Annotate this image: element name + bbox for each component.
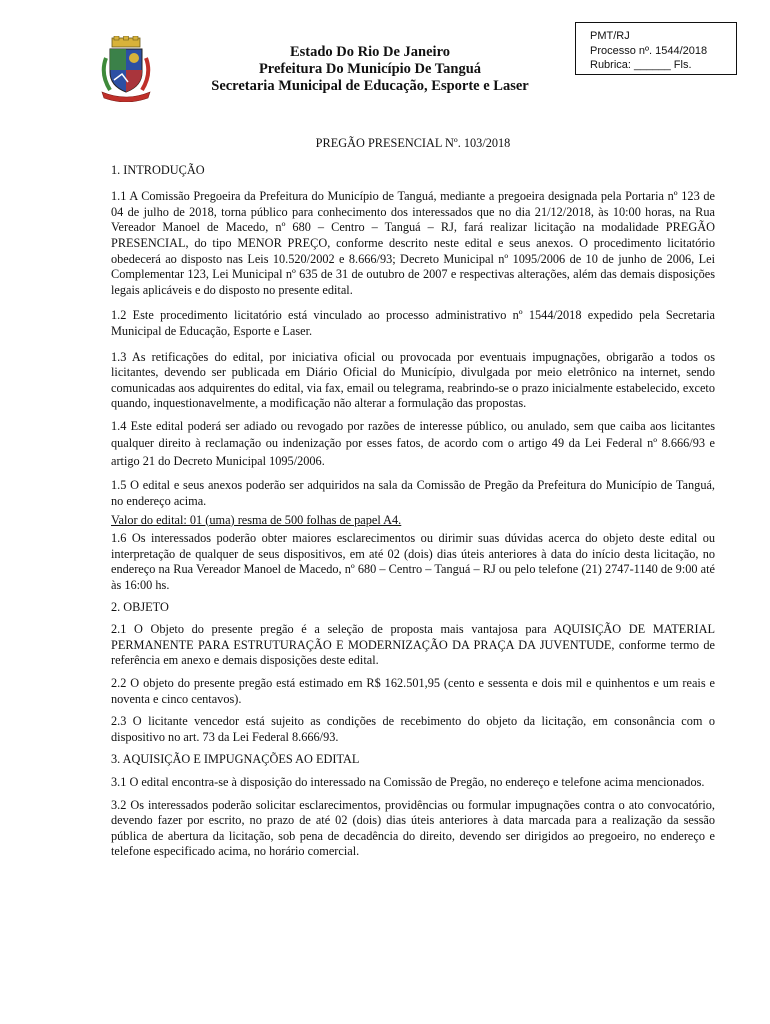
- municipal-coat-of-arms-icon: [98, 36, 154, 102]
- state-name: Estado Do Rio De Janeiro: [289, 44, 451, 60]
- process-stamp-box: [575, 22, 737, 75]
- document-body: [111, 136, 715, 867]
- letterhead: [190, 44, 550, 95]
- edital-value-note: Valor do edital: 01 (uma) resma de 500 folhas de papel A4.: [111, 512, 402, 527]
- paragraph-1-3: 1.3 As retificações do edital, por iniciativa oficial ou provocada por eventuais impugnações, obrigarão a todos os licitantes, devendo ser publicada em Diário Oficial do Município, divulgada por meio eletrônico na internet, sendo comunicadas aos adquirentes do edital, via fax, email ou telegrama, reabrindo-se o prazo inicialmente estabelecido, exceto quando, inquestionavelmente, a modificação não alterar a formulação das propostas.: [111, 349, 715, 411]
- municipality-name: Prefeitura Do Município De Tanguá: [258, 61, 482, 77]
- paragraph-2-1: 2.1 O Objeto do presente pregão é a seleção de proposta mais vantajosa para AQUISIÇÃO DE MATERIAL PERMANENTE PARA ESTRUTURAÇÃO E MODERNIZAÇÃO DA PRAÇA DA JUVENTUDE, conforme termo de referência em anexo e demais disposições deste edital.: [111, 622, 715, 668]
- paragraph-2-2: 2.2 O objeto do presente pregão está estimado em R$ 162.501,95 (cento e sessenta e dois mil e quinhentos e um reais e noventa e cinco centavos).: [111, 675, 715, 706]
- stamp-line-org: PMT/RJ: [590, 30, 630, 42]
- section-heading-aquisicao: 3. AQUISIÇÃO E IMPUGNAÇÕES AO EDITAL: [111, 752, 360, 767]
- paragraph-1-4: 1.4 Este edital poderá ser adiado ou revogado por razões de interesse público, ou anulado, sem que caiba aos licitantes qualquer direito à reclamação ou indenização por esses fatos, de acordo com o artigo 49 da Lei Federal nº 8.666/93 e artigo 21 do Decreto Municipal 1095/2006.: [111, 418, 715, 468]
- section-heading-introducao: 1. INTRODUÇÃO: [111, 162, 205, 177]
- paragraph-3-1: 3.1 O edital encontra-se à disposição do interessado na Comissão de Pregão, no endereço e telefone acima mencionados.: [111, 774, 705, 789]
- stamp-line-rubrica: Rubrica: ______ Fls.: [590, 59, 692, 71]
- stamp-line-process: Processo nº. 1544/2018: [590, 44, 708, 57]
- paragraph-1-6: 1.6 Os interessados poderão obter maiores esclarecimentos ou dirimir suas dúvidas acerca do objeto deste edital ou interpretação de qualquer de seus dispositivos, em até 02 (dois) dias úteis anteriores à data do início desta licitação, no endereço na Rua Vereador Manoel de Macedo, nº 680 – Centro – Tanguá – RJ ou pelo telefone (21) 2747-1140 de 9:00 até às 16:00 hs.: [111, 531, 715, 592]
- paragraph-1-5: 1.5 O edital e seus anexos poderão ser adquiridos na sala da Comissão de Pregão da Prefeitura do Município de Tanguá, no endereço acima.: [111, 478, 715, 508]
- paragraph-3-2: 3.2 Os interessados poderão solicitar esclarecimentos, providências ou formular impugnações contra o ato convocatório, devendo fazer por escrito, no prazo de até 02 (dois) dias úteis anteriores à data marcada para a realização da sessão pública de abertura da licitação, sob pena de decadência do direito, devendo ser dirigidos ao pregoeiro, no endereço e telefone especificado acima, no horário comercial.: [111, 797, 715, 859]
- paragraph-1-2: 1.2 Este procedimento licitatório está vinculado ao processo administrativo nº 1544/2018 expedido pela Secretaria Municipal de Educação, Esporte e Laser.: [111, 308, 715, 338]
- section-heading-objeto: 2. OBJETO: [111, 599, 169, 614]
- paragraph-2-3: 2.3 O licitante vencedor está sujeito as condições de recebimento do objeto da licitação, em consonância com o dispositivo no art. 73 da Lei Federal 8.666/93.: [111, 714, 715, 744]
- document-title: PREGÃO PRESENCIAL Nº. 103/2018: [315, 136, 511, 150]
- paragraph-1-1: 1.1 A Comissão Pregoeira da Prefeitura do Município de Tanguá, mediante a pregoeira designada pela Portaria nº 123 de 04 de julho de 2018, torna público para conhecimento dos interessados que no dia 21/12/2018, às 10:00 horas, na Rua Vereador Manoel de Macedo, nº 680 – Centro – Tanguá – RJ, fará realizar licitação na modalidade PREGÃO PRESENCIAL, do tipo MENOR PREÇO, conforme descrito neste edital e seus anexos. O procedimento licitatório obedecerá ao disposto nas Leis 10.520/2002 e 8.666/93; Decreto Municipal nº 1095/2006 de 10 de junho de 2006, Lei Complementar 123, Lei Municipal nº 635 de 31 de outubro de 2007 e respectivas alterações, além das demais disposições legais aplicáveis e do disposto no presente edital.: [111, 189, 715, 297]
- secretariat-name: Secretaria Municipal de Educação, Esporte e Laser: [211, 78, 529, 94]
